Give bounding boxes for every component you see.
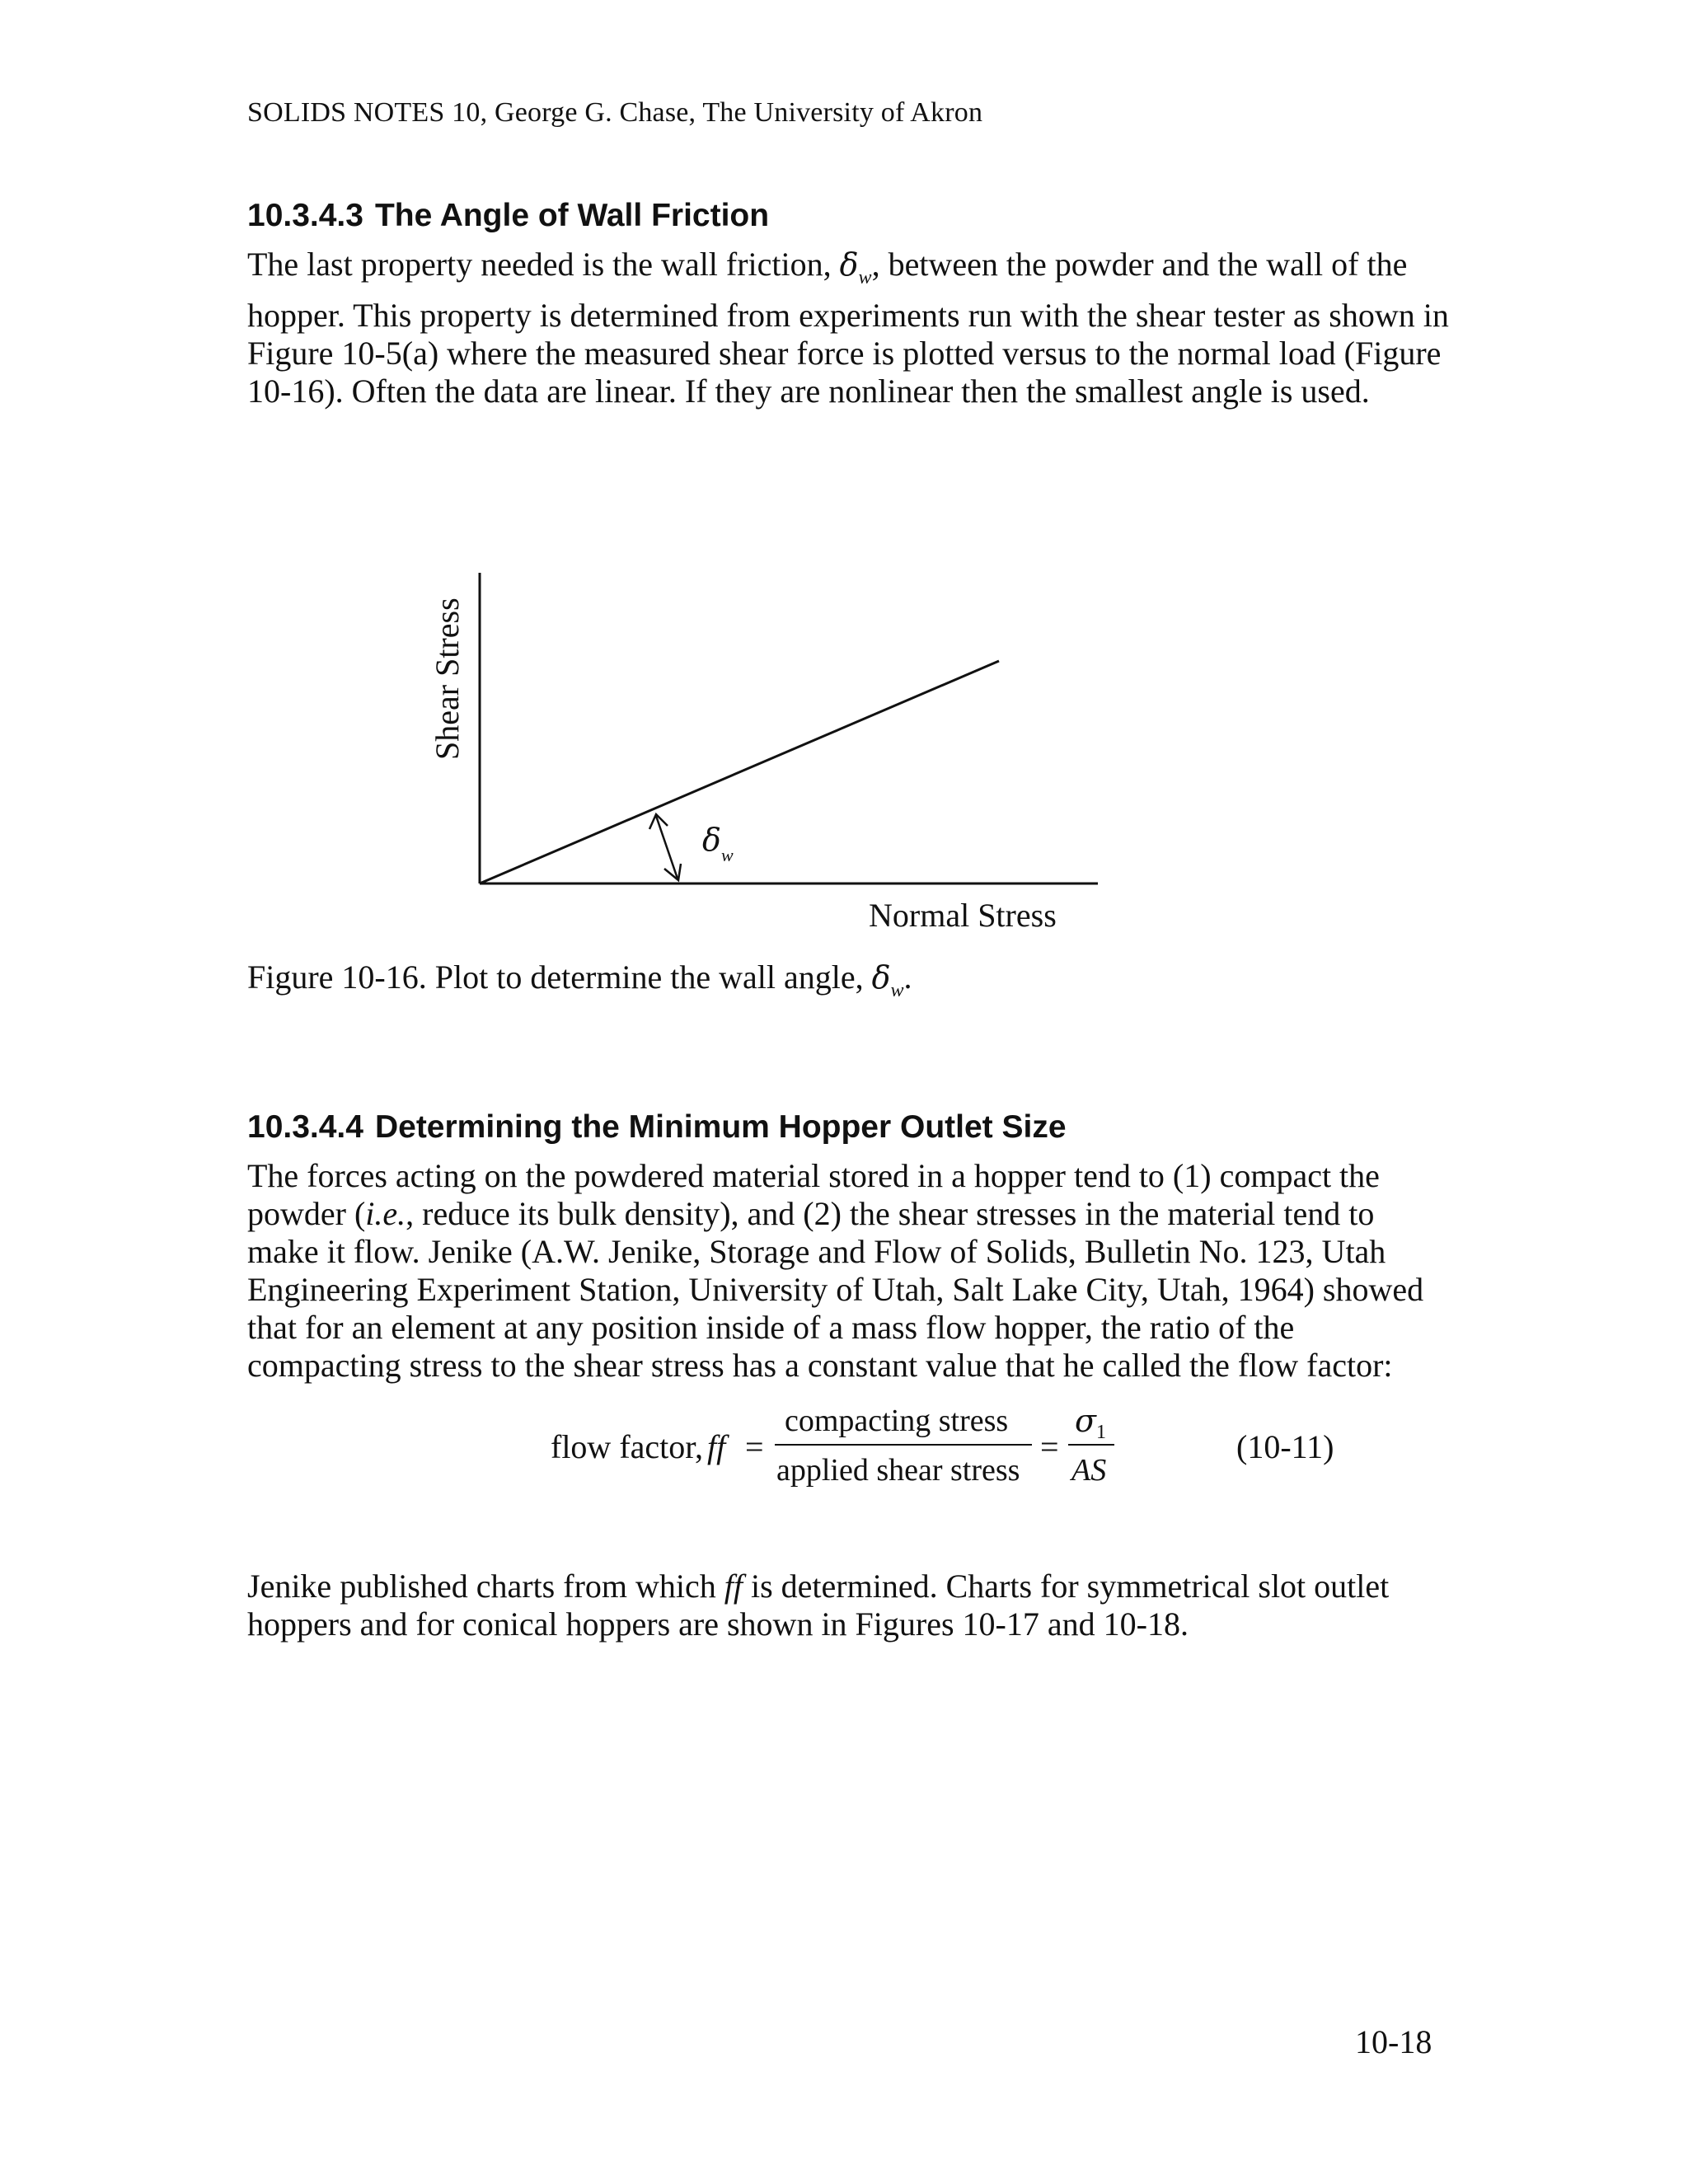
angle-label-delta: δ [702,822,721,858]
figure-caption [247,958,912,1002]
equation-rhs-denominator: AS [1071,1453,1107,1488]
para-text: is determined. Charts for symmetrical slot outlet hoppers and for conical hoppers are shown in Figures 10-17 and 10-18. [247,1568,1390,1643]
equation-lhs-label: flow factor, [551,1428,703,1465]
wall-friction-line [480,661,999,883]
equation-ff-symbol: ff [707,1428,726,1465]
x-axis-label: Normal Stress [869,897,1057,934]
para-italic-ff: ff [724,1568,743,1605]
section-title: The Angle of Wall Friction [374,198,770,233]
caption-period: . [903,958,912,996]
section-title: Determining the Minimum Hopper Outlet Size [374,1109,1067,1145]
sigma-subscript: 1 [1095,1422,1106,1443]
equation-denominator: applied shear stress [776,1453,1020,1488]
para-text: The forces acting on the powdered material stored in a hopper tend to (1) compact the powder ( [247,1157,1380,1232]
section-heading-outlet-size [247,1109,1067,1146]
para-text: The last property needed is the wall friction, [247,246,832,283]
caption-text: Figure 10-16. Plot to determine the wall angle, [247,958,864,996]
caption-w-subscript: w [890,980,904,1001]
equation-equals-2: = [1040,1428,1059,1465]
w-subscript: w [858,267,872,288]
angle-label-subscript: w [721,845,734,865]
sigma-symbol: σ [1075,1403,1096,1439]
delta-symbol: δ [839,246,859,283]
para-italic-ie: i.e. [365,1195,406,1232]
para-text: , reduce its bulk density), and (2) the shear stresses in the material tend to make it flow. Jenike (A.W. Jenike, Storage and Flow of Solids, Bulletin No. 123, Utah Engineering Experiment Station, University of Utah, Salt Lake City, Utah, 1964) showed that for an element at any position inside of a mass flow hopper, the ratio of the compacting stress to the shear stress has a constant value that he called the flow factor: [247,1195,1424,1384]
equation-numerator: compacting stress [785,1404,1009,1438]
section-number: 10.3.4.3 [247,198,363,233]
para-text: hopper. This property is determined from experiments run with the shear tester as shown in Figure 10-5(a) where the measured shear force is plotted versus to the normal load (Figure 10-16). Often the data are linear. If they are nonlinear then the smallest angle is used. [247,297,1449,410]
paragraph-outlet-2 [247,1568,1451,1643]
y-axis-label: Shear Stress [429,598,466,760]
equation-equals-1: = [745,1428,764,1465]
para-text: Jenike published charts from which [247,1568,716,1605]
section-number: 10.3.4.4 [247,1109,363,1145]
caption-delta-symbol: δ [871,959,891,996]
para-text: , between the powder and the wall of the [871,246,1408,283]
equation-number: (10-11) [1236,1428,1334,1465]
page-number: 10-18 [1355,2023,1432,2060]
paragraph-outlet-1 [247,1157,1451,1385]
running-header: SOLIDS NOTES 10, George G. Chase, The University of Akron [247,97,983,128]
